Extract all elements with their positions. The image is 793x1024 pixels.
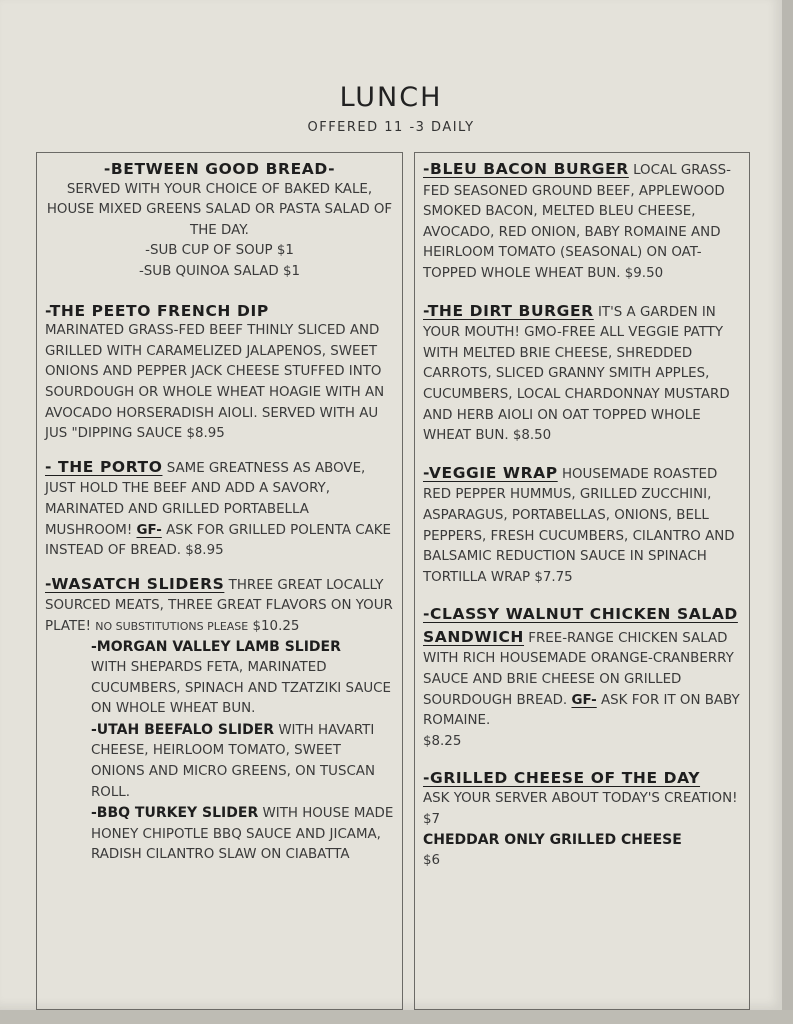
menu-item-walnut-chicken-salad xyxy=(423,604,741,752)
item-name: -GRILLED CHEESE OF THE DAY xyxy=(423,769,701,788)
item-name: -THE DIRT BURGER xyxy=(423,301,594,320)
gf-note: ASK FOR GRILLED POLENTA CAKE INSTEAD OF BREAD. $8.95 xyxy=(45,522,392,559)
slider-beefalo xyxy=(91,720,394,803)
item-name: -THE PEETO FRENCH DIP xyxy=(45,301,269,320)
item-description: FREE-RANGE CHICKEN SALAD WITH RICH HOUSEMADE ORANGE-CRANBERRY SAUCE AND BRIE CHEESE ON GRILLED SOURDOUGH BREAD. xyxy=(423,630,734,708)
item-name: -BETWEEN GOOD BREAD- xyxy=(103,160,336,178)
item-option: -SUB CUP OF SOUP $1 xyxy=(145,243,294,259)
slider-description: WITH HAVARTI CHEESE, HEIRLOOM TOMATO, SWEET ONIONS AND MICRO GREENS, ON TUSCAN ROLL. xyxy=(91,722,375,800)
item-description: MARINATED GRASS-FED BEEF THINLY SLICED AND GRILLED WITH CARAMELIZED JALAPENOS, SWEET ONIONS AND PEPPER JACK CHEESE STUFFED INTO SOURDOUGH OR WHOLE WHEAT HOAGIE WITH AN AVOCADO HORSERADISH AIOLI. SERVED WITH AU JUS "DIPPING SAUCE $8.95 xyxy=(45,323,385,442)
item-name: -CLASSY WALNUT CHICKEN SALAD SANDWICH xyxy=(423,605,738,646)
item-description: SERVED WITH YOUR CHOICE OF BAKED KALE, HOUSE MIXED GREENS SALAD OR PASTA SALAD OF THE DAY. xyxy=(46,181,393,238)
page-edge-bottom xyxy=(0,1010,793,1024)
menu-item-grilled-cheese xyxy=(423,768,741,871)
item-description: IT'S A GARDEN IN YOUR MOUTH! GMO-FREE ALL VEGGIE PATTY WITH MELTED BRIE CHEESE, SHREDDED CARROTS, SLICED GRANNY SMITH APPLES, CUCUMBERS, LOCAL CHARDONNAY MUSTARD AND HERB AIOLI ON OAT TOPPED WHOLE WHEAT BUN. $8.50 xyxy=(423,304,730,444)
menu-item-veggie-wrap xyxy=(423,463,741,589)
item-name: -VEGGIE WRAP xyxy=(423,463,558,482)
slider-name: -UTAH BEEFALO SLIDER xyxy=(91,721,275,738)
gf-label: GF- xyxy=(571,692,597,708)
menu-item-bleu-bacon-burger xyxy=(423,159,741,285)
item-name: -BLEU BACON BURGER xyxy=(423,160,629,178)
menu-item-wasatch-sliders xyxy=(45,574,394,866)
item-option: CHEDDAR ONLY GRILLED CHEESE xyxy=(423,832,682,849)
menu-item-peeto-french-dip xyxy=(45,301,394,445)
gf-label: GF- xyxy=(136,522,162,538)
menu-item-dirt-burger xyxy=(423,301,741,447)
item-price: $10.25 xyxy=(252,618,300,634)
gf-note: ASK FOR IT ON BABY ROMAINE. xyxy=(423,692,740,729)
item-description: HOUSEMADE ROASTED RED PEPPER HUMMUS, GRILLED ZUCCHINI, ASPARAGUS, PORTABELLAS, ONIONS, BELL PEPPERS, FRESH CUCUMBERS, CILANTRO AND BALSAMIC REDUCTION SAUCE IN SPINACH TORTILLA WRAP $7.75 xyxy=(423,466,735,585)
slider-name: -BBQ TURKEY SLIDER xyxy=(91,805,259,822)
item-name: -WASATCH SLIDERS xyxy=(45,574,225,593)
slider-description: WITH SHEPARDS FETA, MARINATED CUCUMBERS, SPINACH AND TZATZIKI SAUCE ON WHOLE WHEAT BUN. xyxy=(91,660,391,717)
item-option: -SUB QUINOA SALAD $1 xyxy=(138,263,301,279)
menu-column-left xyxy=(36,152,403,1010)
slider-description: WITH HOUSE MADE HONEY CHIPOTLE BBQ SAUCE AND JICAMA, RADISH CILANTRO SLAW ON CIABATTA xyxy=(91,806,394,863)
menu-item-the-porto xyxy=(45,457,394,562)
item-description: LOCAL GRASS-FED SEASONED GROUND BEEF, APPLEWOOD SMOKED BACON, MELTED BLEU CHEESE, AVOCADO, RED ONION, BABY ROMAINE AND HEIRLOOM TOMATO (SEASONAL) ON OAT-TOPPED WHOLE WHEAT BUN. $9.50 xyxy=(423,163,731,281)
item-name: - THE PORTO xyxy=(45,457,163,476)
menu-column-right xyxy=(414,152,750,1010)
item-description: ASK YOUR SERVER ABOUT TODAY'S CREATION! $7 xyxy=(423,791,738,827)
slider-name: -MORGAN VALLEY LAMB SLIDER xyxy=(91,639,341,656)
slider-turkey xyxy=(91,803,394,866)
item-price: $8.25 xyxy=(423,733,462,749)
page-title: LUNCH xyxy=(339,82,443,113)
item-price: $6 xyxy=(423,852,441,868)
slider-lamb xyxy=(91,637,394,719)
item-description: THREE GREAT LOCALLY SOURCED MEATS, THREE GREAT FLAVORS ON YOUR PLATE! xyxy=(45,577,393,634)
page-subtitle: OFFERED 11 -3 DAILY xyxy=(307,120,475,135)
menu-item-between-good-bread xyxy=(45,159,394,283)
page-edge-right xyxy=(782,0,793,1024)
item-note: NO SUBSTITUTIONS PLEASE xyxy=(95,619,249,633)
item-description: SAME GREATNESS AS ABOVE, JUST HOLD THE BEEF AND ADD A SAVORY, MARINATED AND GRILLED PORTABELLA MUSHROOM! xyxy=(45,460,366,538)
